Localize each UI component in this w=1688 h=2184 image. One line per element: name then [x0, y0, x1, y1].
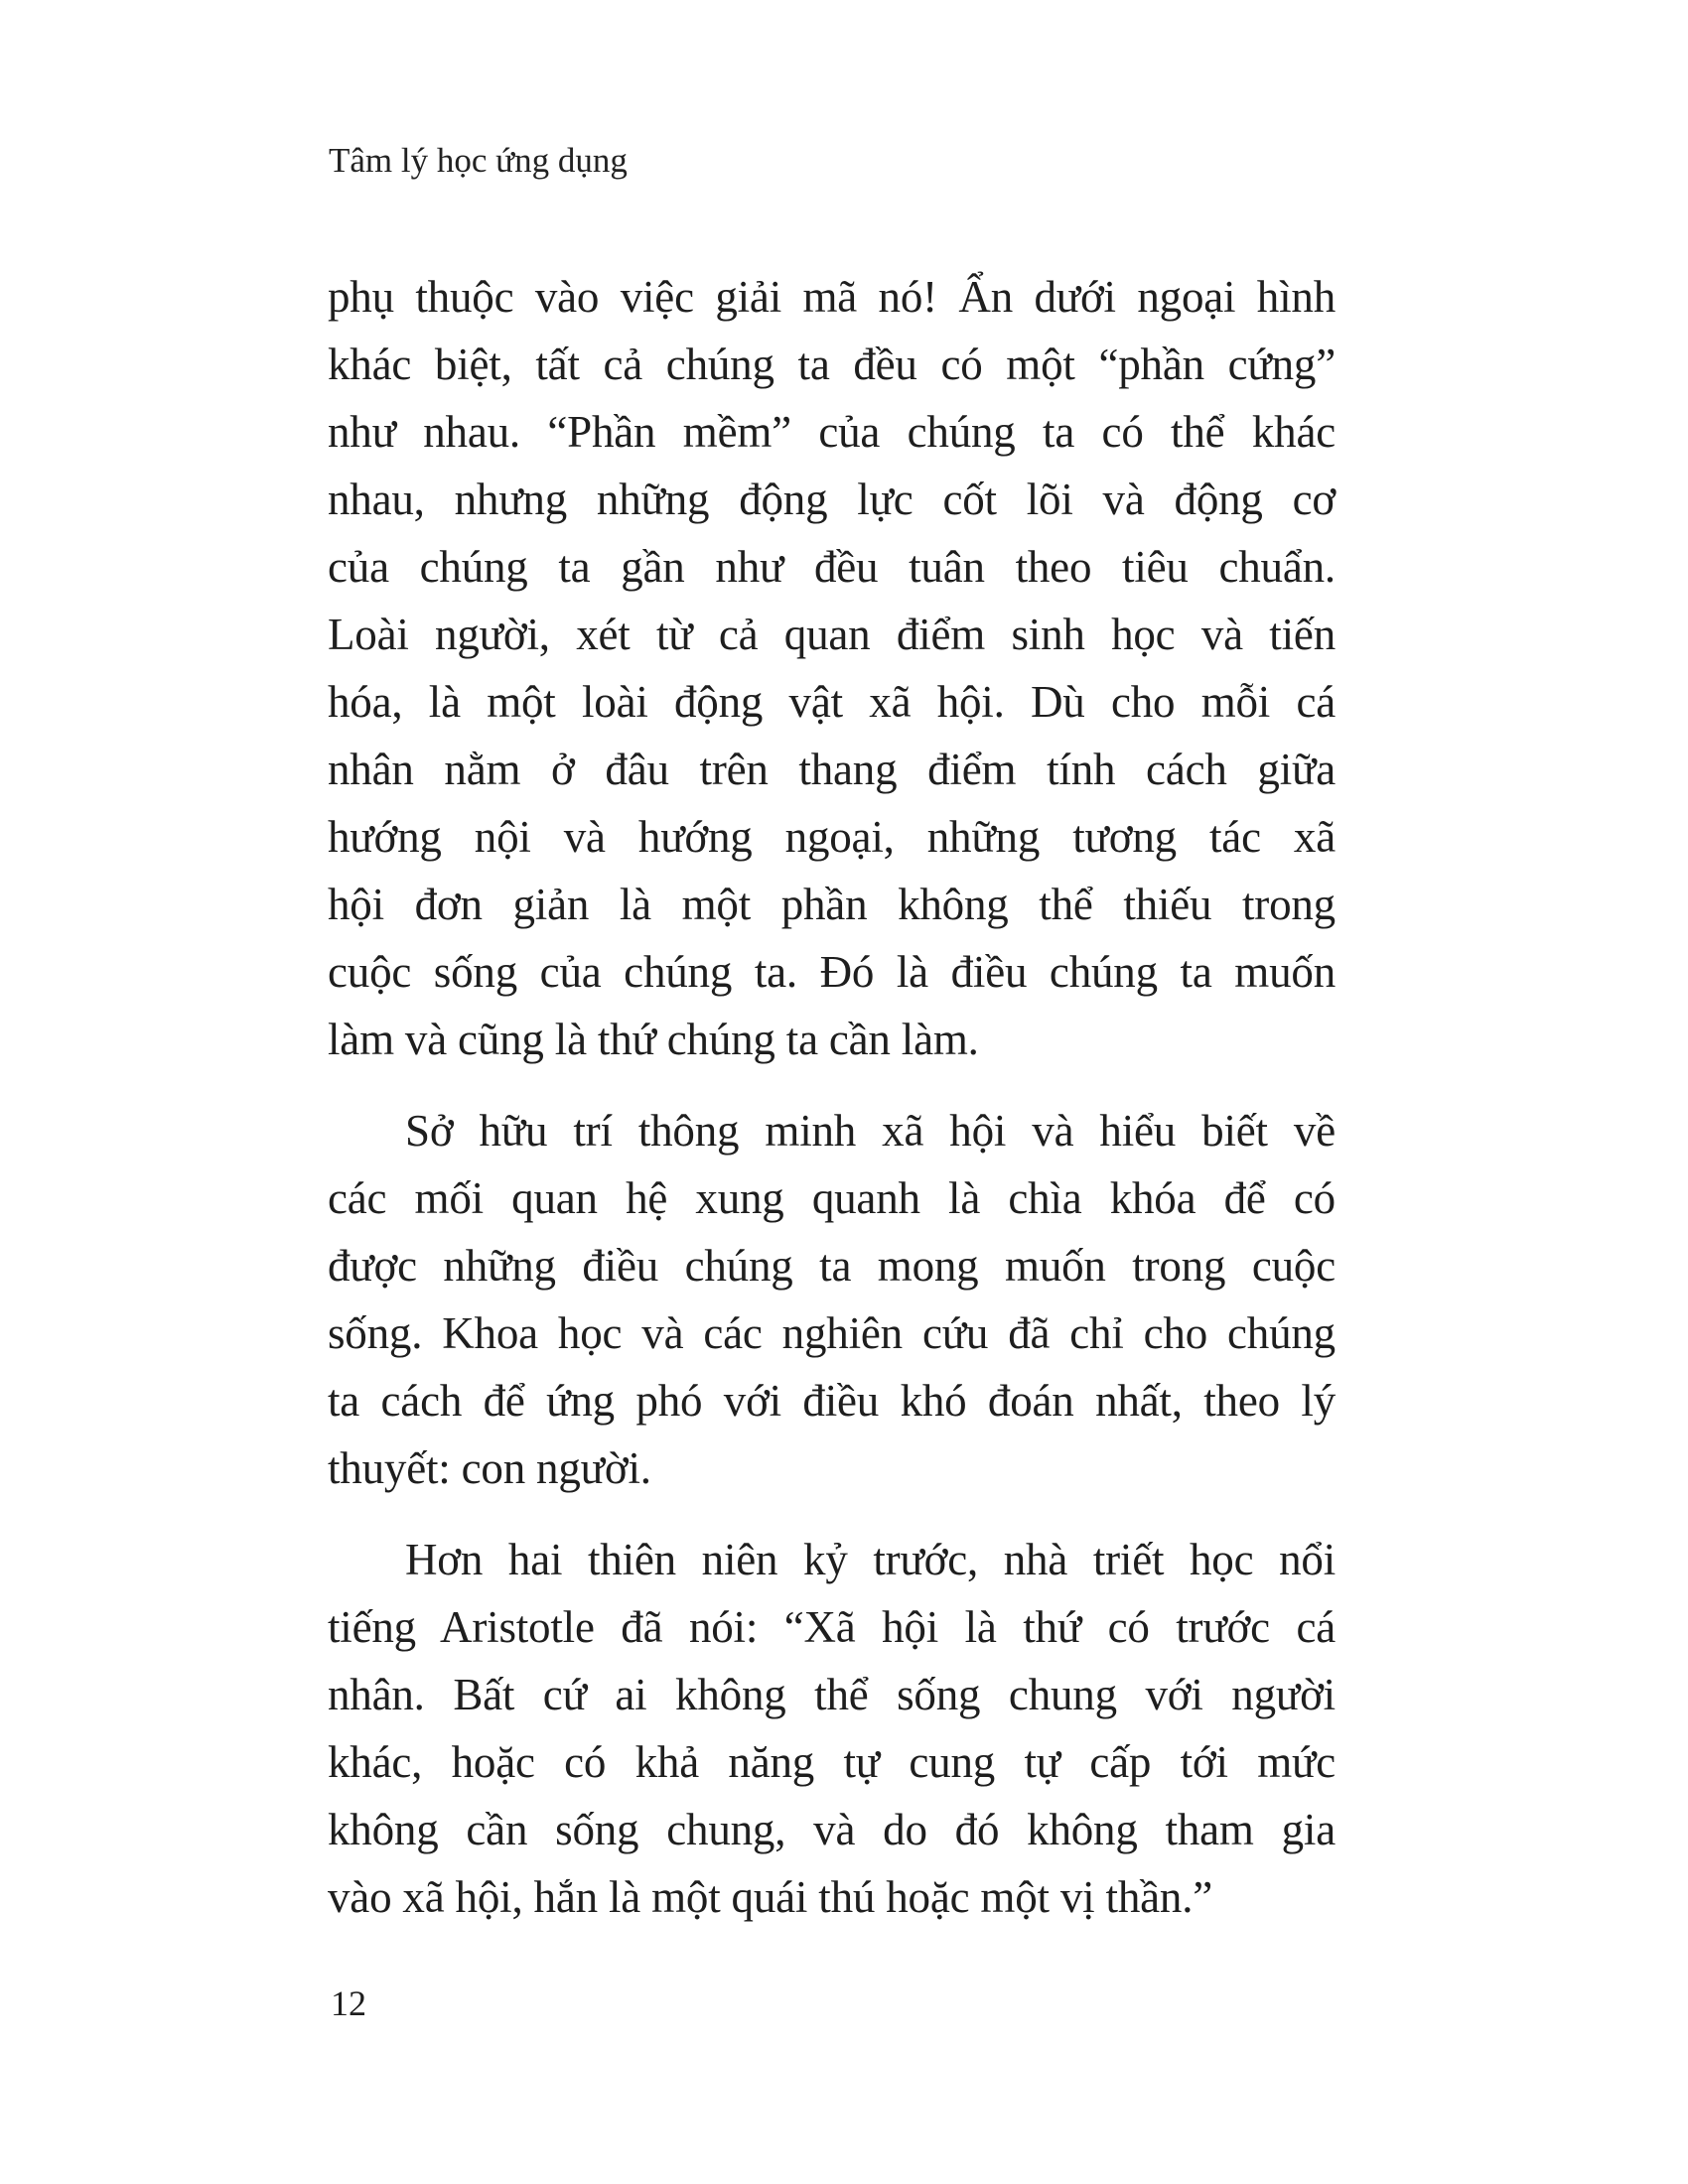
text-line: làm và cũng là thứ chúng ta cần làm.: [328, 1015, 979, 1064]
text-line: được những điều chúng ta mong muốn trong cuộc: [328, 1241, 1336, 1291]
text-line: Sở hữu trí thông minh xã hội và hiểu biết về: [405, 1106, 1336, 1156]
text-line: hội đơn giản là một phần không thể thiếu trong: [328, 880, 1336, 929]
text-line: Loài người, xét từ cả quan điểm sinh học và tiến: [328, 610, 1336, 659]
text-line: của chúng ta gần như đều tuân theo tiêu chuẩn.: [328, 542, 1336, 592]
text-line: ta cách để ứng phó với điều khó đoán nhất, theo lý: [328, 1376, 1336, 1426]
text-line: thuyết: con người.: [328, 1443, 651, 1493]
text-line: các mối quan hệ xung quanh là chìa khóa để có: [328, 1173, 1336, 1223]
text-line: nhau, nhưng những động lực cốt lõi và động cơ: [328, 475, 1336, 524]
paragraph-3: [328, 1526, 1336, 1931]
text-line: như nhau. “Phần mềm” của chúng ta có thể khác: [328, 407, 1336, 457]
text-line: khác, hoặc có khả năng tự cung tự cấp tới mức: [328, 1737, 1336, 1787]
text-line: không cần sống chung, và do đó không tham gia: [328, 1805, 1336, 1854]
text-line: phụ thuộc vào việc giải mã nó! Ẩn dưới ngoại hình: [328, 272, 1336, 322]
text-line: sống. Khoa học và các nghiên cứu đã chỉ cho chúng: [328, 1308, 1336, 1358]
text-line: Hơn hai thiên niên kỷ trước, nhà triết học nổi: [405, 1535, 1336, 1584]
page-number: 12: [331, 1983, 366, 2023]
paragraph-2: [328, 1097, 1336, 1502]
text-line: hướng nội và hướng ngoại, những tương tác xã: [328, 812, 1336, 862]
text-line: nhân. Bất cứ ai không thể sống chung với người: [328, 1670, 1336, 1719]
text-line: cuộc sống của chúng ta. Đó là điều chúng ta muốn: [328, 947, 1336, 997]
text-line: tiếng Aristotle đã nói: “Xã hội là thứ có trước cá: [328, 1602, 1336, 1652]
text-line: nhân nằm ở đâu trên thang điểm tính cách giữa: [328, 745, 1336, 794]
text-line: hóa, là một loài động vật xã hội. Dù cho mỗi cá: [328, 677, 1336, 727]
text-line: vào xã hội, hắn là một quái thú hoặc một vị thần.”: [328, 1872, 1213, 1922]
paragraph-1: [328, 263, 1336, 1073]
body-text: [328, 263, 1336, 1955]
running-header: Tâm lý học ứng dụng: [329, 141, 628, 180]
text-line: khác biệt, tất cả chúng ta đều có một “phần cứng”: [328, 340, 1336, 389]
